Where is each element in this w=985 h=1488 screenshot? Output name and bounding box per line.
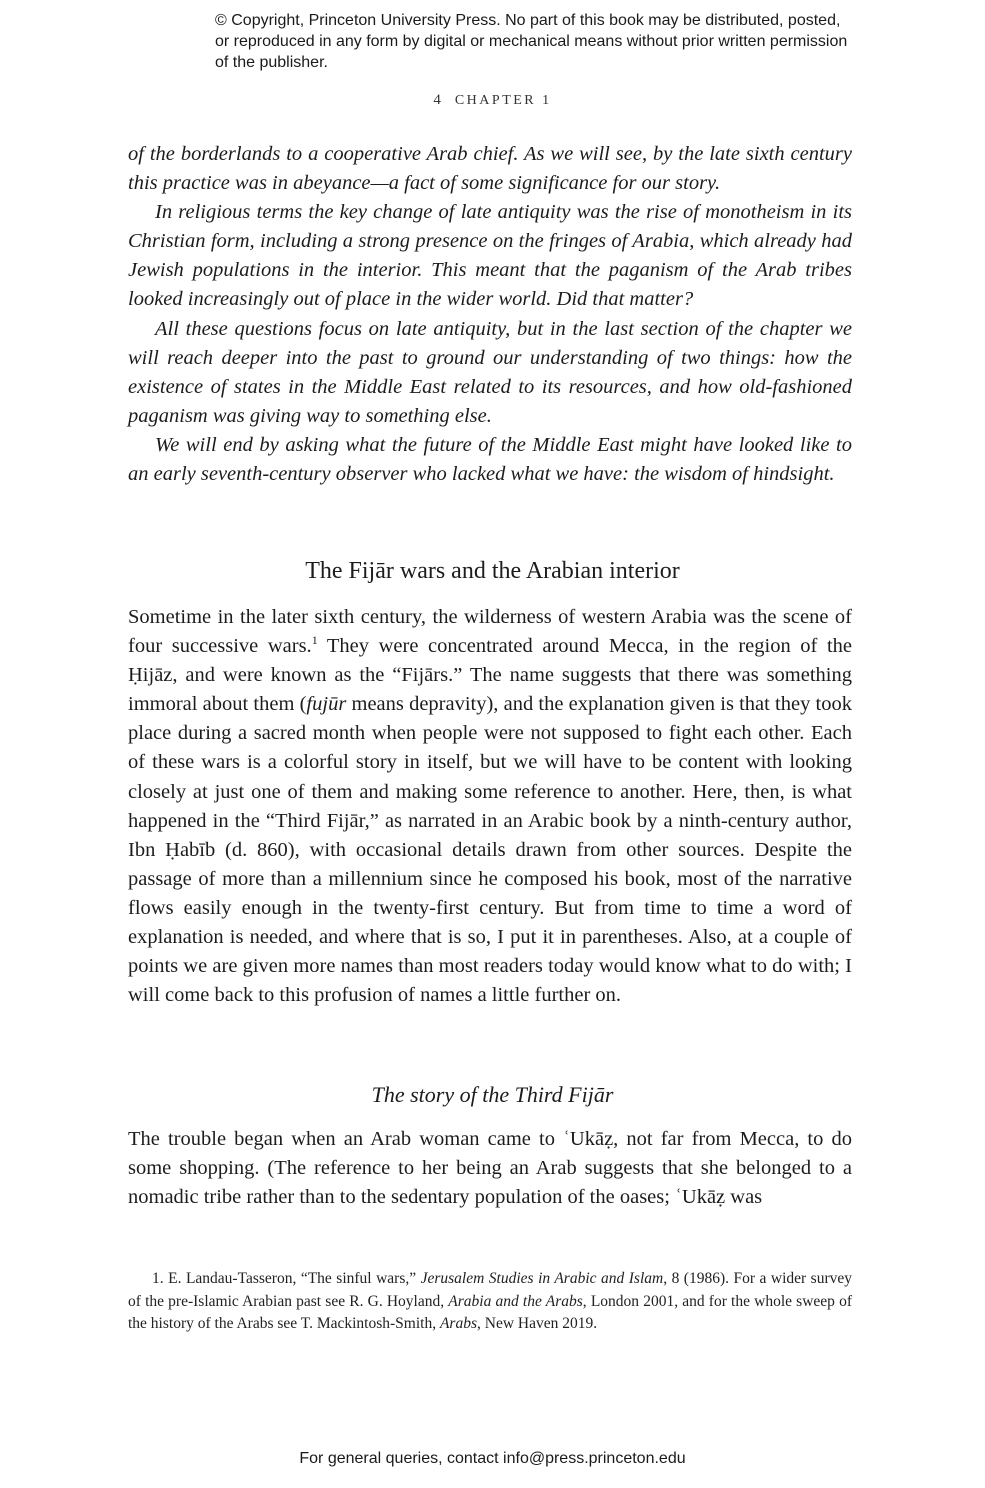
running-head — [0, 92, 985, 109]
section-body — [128, 603, 852, 1010]
intro-paragraph: We will end by asking what the future of the Middle East might have looked like to an early seventh-century observer who lacked what we have: the wisdom of hindsight. — [128, 433, 852, 486]
footnote-part: , 8 (1986). For a wider survey of the pre-Islamic Arabian past see R. G. Hoyland, — [128, 1270, 852, 1310]
footnote-title: Arabs — [439, 1315, 478, 1332]
intro-paragraph: All these questions focus on late antiquity, but in the last section of the chapter we will reach deeper into the past to ground our understanding of two things: how the existence of states in the Middle East related to its resources, and how old-fashioned paganism was giving way to something else. — [128, 317, 852, 427]
footnote-title: Arabia and the Arabs — [448, 1292, 583, 1310]
subsection-body — [128, 1125, 852, 1212]
intro-text — [128, 140, 852, 489]
chapter-label: CHAPTER 1 — [454, 93, 552, 108]
page-number: 4 — [433, 92, 441, 108]
footnote-text — [128, 1268, 852, 1336]
footnote-part: , London 2001, and for the whole sweep of the history of the Arabs see T. Mackintosh-Smith, — [128, 1292, 852, 1332]
footnote-part: , New Haven 2019. — [477, 1315, 598, 1332]
subsection-heading: The story of the Third Fijār — [371, 1082, 614, 1107]
body-text-end: means depravity), and the explanation given is that they took place during a sacred month when people were not supposed to fight each other. Each of these wars is a colorful story in itself, but we will have to be content with looking closely at just one of them and making some reference to another. Here, then, is what happened in the “Third Fijār,” as narrated in an Arabic book by a ninth-century author, Ibn Ḥabīb (d. 860), with occasional details drawn from other sources. Despite the passage of more than a millennium since he composed his book, most of the narrative flows easily enough in the twenty-first century. But from time to time a word of explanation is needed, and where that is so, I put it in parentheses. Also, at a couple of points we are given more names than most readers today would know what to do with; I will come back to this profusion of names a little further on. — [128, 693, 852, 1007]
intro-paragraph: In religious terms the key change of late antiquity was the rise of monotheism in its Christian form, including a strong presence on the fringes of Arabia, which already had Jewish populations in the interior. This meant that the paganism of the Arab tribes looked increasingly out of place in the wider world. Did that matter? — [128, 201, 852, 311]
body-text-mid: They were concentrated around Mecca, in the region of the Ḥijāz, and were known as the “Fijārs.” The name suggests that there was something immoral about them ( — [128, 635, 852, 716]
section-heading: The Fijār wars and the Arabian interior — [305, 558, 680, 584]
footnote-title: Jerusalem Studies in Arabic and Islam — [420, 1270, 664, 1287]
body-paragraph: The trouble began when an Arab woman came to ʿUkāẓ, not far from Mecca, to do some shopping. (The reference to her being an Arab suggests that she belonged to a nomadic tribe rather than to the sedentary population of the oases; ʿUkāẓ was — [128, 1128, 852, 1209]
copyright-notice: © Copyright, Princeton University Press. No part of this book may be distributed, posted, or reproduced in any form by digital or mechanical means without prior written permission of the publisher. — [215, 12, 848, 71]
body-text-start: Sometime in the later sixth century, the wilderness of western Arabia was the scene of four successive wars. — [128, 606, 852, 658]
footnote — [128, 1268, 852, 1336]
intro-paragraph: of the borderlands to a cooperative Arab chief. As we will see, by the late sixth century this practice was in abeyance—a fact of some significance for our story. — [128, 143, 852, 195]
footnote-part: 1. E. Landau-Tasseron, “The sinful wars,” — [152, 1270, 421, 1287]
footnote-reference: 1 — [311, 633, 318, 648]
italic-term: fujūr — [306, 693, 347, 716]
body-paragraph — [128, 603, 852, 1010]
footer-contact: For general queries, contact info@press.princeton.edu — [299, 1450, 686, 1467]
